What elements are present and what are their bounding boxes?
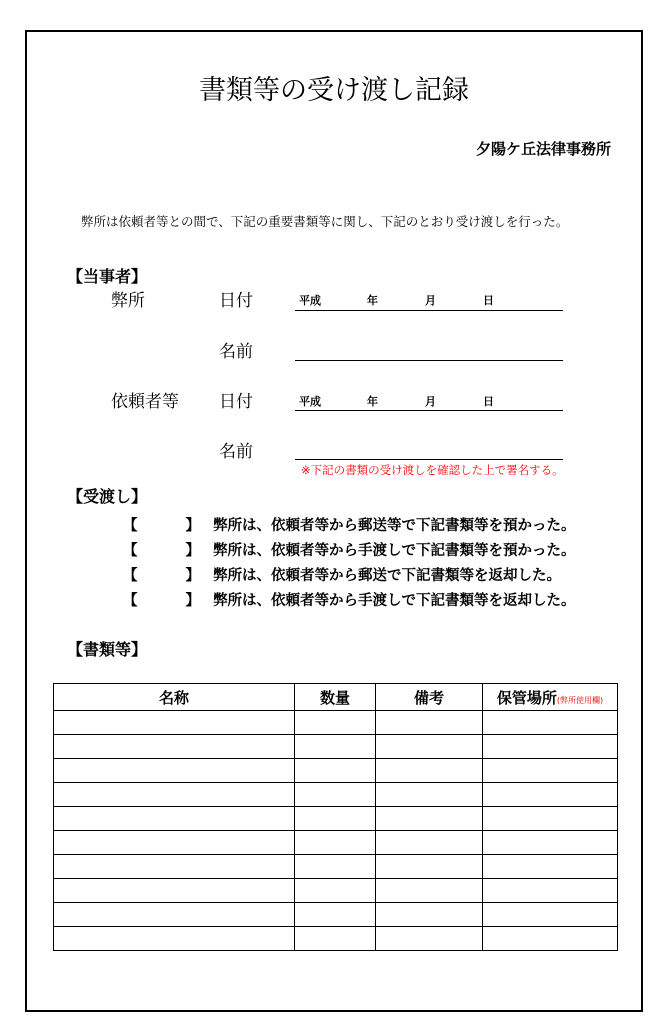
table-row (54, 879, 618, 903)
cell-remarks[interactable] (376, 879, 483, 903)
cell-quantity[interactable] (295, 759, 376, 783)
firm-date-month: 月 (425, 294, 436, 307)
cell-storage[interactable] (483, 903, 618, 927)
checkbox-bracket-open: 【 (123, 518, 138, 534)
cell-quantity[interactable] (295, 807, 376, 831)
handover-option-label: 弊所は、依頼者等から手渡しで下記書類等を返却した。 (213, 593, 576, 609)
cell-name[interactable] (54, 927, 295, 951)
table-row (54, 783, 618, 807)
storage-note: (弊所使用欄) (556, 695, 604, 705)
table-row (54, 927, 618, 951)
client-name-label: 名前 (219, 442, 253, 462)
firm-name-label: 名前 (219, 342, 253, 362)
firm-date-label: 日付 (219, 291, 253, 311)
client-date-month: 月 (425, 395, 436, 408)
checkbox-bracket-open: 【 (123, 593, 138, 609)
cell-quantity[interactable] (295, 783, 376, 807)
cell-storage[interactable] (483, 783, 618, 807)
handover-option-label: 弊所は、依頼者等から手渡しで下記書類等を預かった。 (213, 543, 576, 559)
table-row (54, 855, 618, 879)
cell-name[interactable] (54, 831, 295, 855)
cell-quantity[interactable] (295, 927, 376, 951)
client-date-label: 日付 (219, 392, 253, 412)
cell-remarks[interactable] (376, 759, 483, 783)
cell-quantity[interactable] (295, 903, 376, 927)
firm-name: 夕陽ケ丘法律事務所 (475, 140, 611, 158)
signature-note: ※下記の書類の受け渡しを確認した上で署名する。 (301, 463, 564, 477)
column-header-quantity: 数量 (295, 684, 376, 711)
cell-name[interactable] (54, 855, 295, 879)
column-header-remarks: 備考 (376, 684, 483, 711)
cell-name[interactable] (54, 903, 295, 927)
handover-option[interactable] (123, 589, 576, 610)
intro-text: 弊所は依頼者等との間で、下記の重要書類等に関し、下記のとおり受け渡しを行った。 (81, 214, 569, 229)
checkbox-bracket-close: 】 (185, 518, 200, 534)
firm-date-day: 日 (483, 294, 494, 307)
documents-heading: 【書類等】 (67, 640, 148, 659)
client-date-day: 日 (483, 395, 494, 408)
checkbox-bracket-open: 【 (123, 543, 138, 559)
cell-remarks[interactable] (376, 783, 483, 807)
cell-quantity[interactable] (295, 735, 376, 759)
handover-option-label: 弊所は、依頼者等から郵送で下記書類等を返却した。 (213, 568, 562, 584)
table-row (54, 759, 618, 783)
firm-label: 弊所 (111, 291, 145, 311)
cell-remarks[interactable] (376, 807, 483, 831)
cell-remarks[interactable] (376, 903, 483, 927)
firm-name-line[interactable] (295, 360, 563, 361)
cell-remarks[interactable] (376, 831, 483, 855)
cell-remarks[interactable] (376, 711, 483, 735)
cell-remarks[interactable] (376, 735, 483, 759)
form-title: 書類等の受け渡し記録 (199, 75, 469, 106)
table-row (54, 807, 618, 831)
column-header-name: 名称 (54, 684, 295, 711)
firm-date-year: 年 (367, 294, 378, 307)
cell-storage[interactable] (483, 831, 618, 855)
client-date-line[interactable] (295, 410, 563, 411)
table-row (54, 903, 618, 927)
cell-name[interactable] (54, 711, 295, 735)
cell-storage[interactable] (483, 927, 618, 951)
table-row (54, 831, 618, 855)
cell-remarks[interactable] (376, 927, 483, 951)
client-date-year: 年 (367, 395, 378, 408)
cell-storage[interactable] (483, 735, 618, 759)
cell-quantity[interactable] (295, 879, 376, 903)
parties-heading: 【当事者】 (67, 267, 148, 286)
checkbox-bracket-close: 】 (185, 593, 200, 609)
documents-table (53, 683, 618, 951)
cell-quantity[interactable] (295, 711, 376, 735)
cell-quantity[interactable] (295, 831, 376, 855)
handover-option[interactable] (123, 564, 561, 585)
handover-option-label: 弊所は、依頼者等から郵送等で下記書類等を預かった。 (213, 518, 576, 534)
cell-quantity[interactable] (295, 855, 376, 879)
cell-name[interactable] (54, 879, 295, 903)
cell-name[interactable] (54, 735, 295, 759)
column-header-storage (483, 684, 618, 711)
storage-label: 保管場所 (496, 688, 557, 707)
checkbox-bracket-close: 】 (185, 543, 200, 559)
cell-name[interactable] (54, 759, 295, 783)
client-label: 依頼者等 (111, 392, 179, 412)
cell-storage[interactable] (483, 879, 618, 903)
checkbox-bracket-open: 【 (123, 568, 138, 584)
client-name-line[interactable] (295, 459, 563, 460)
cell-remarks[interactable] (376, 855, 483, 879)
cell-storage[interactable] (483, 807, 618, 831)
table-row (54, 711, 618, 735)
handover-option[interactable] (123, 539, 576, 560)
table-header-row (54, 684, 618, 711)
table-row (54, 735, 618, 759)
firm-date-era: 平成 (299, 294, 321, 307)
cell-name[interactable] (54, 807, 295, 831)
record-form (25, 30, 643, 1012)
client-date-era: 平成 (299, 395, 321, 408)
handover-heading: 【受渡し】 (67, 487, 148, 506)
firm-date-line[interactable] (295, 310, 563, 311)
cell-storage[interactable] (483, 855, 618, 879)
documents-table-body (54, 711, 618, 951)
handover-option[interactable] (123, 514, 576, 535)
cell-storage[interactable] (483, 759, 618, 783)
cell-storage[interactable] (483, 711, 618, 735)
cell-name[interactable] (54, 783, 295, 807)
checkbox-bracket-close: 】 (185, 568, 200, 584)
